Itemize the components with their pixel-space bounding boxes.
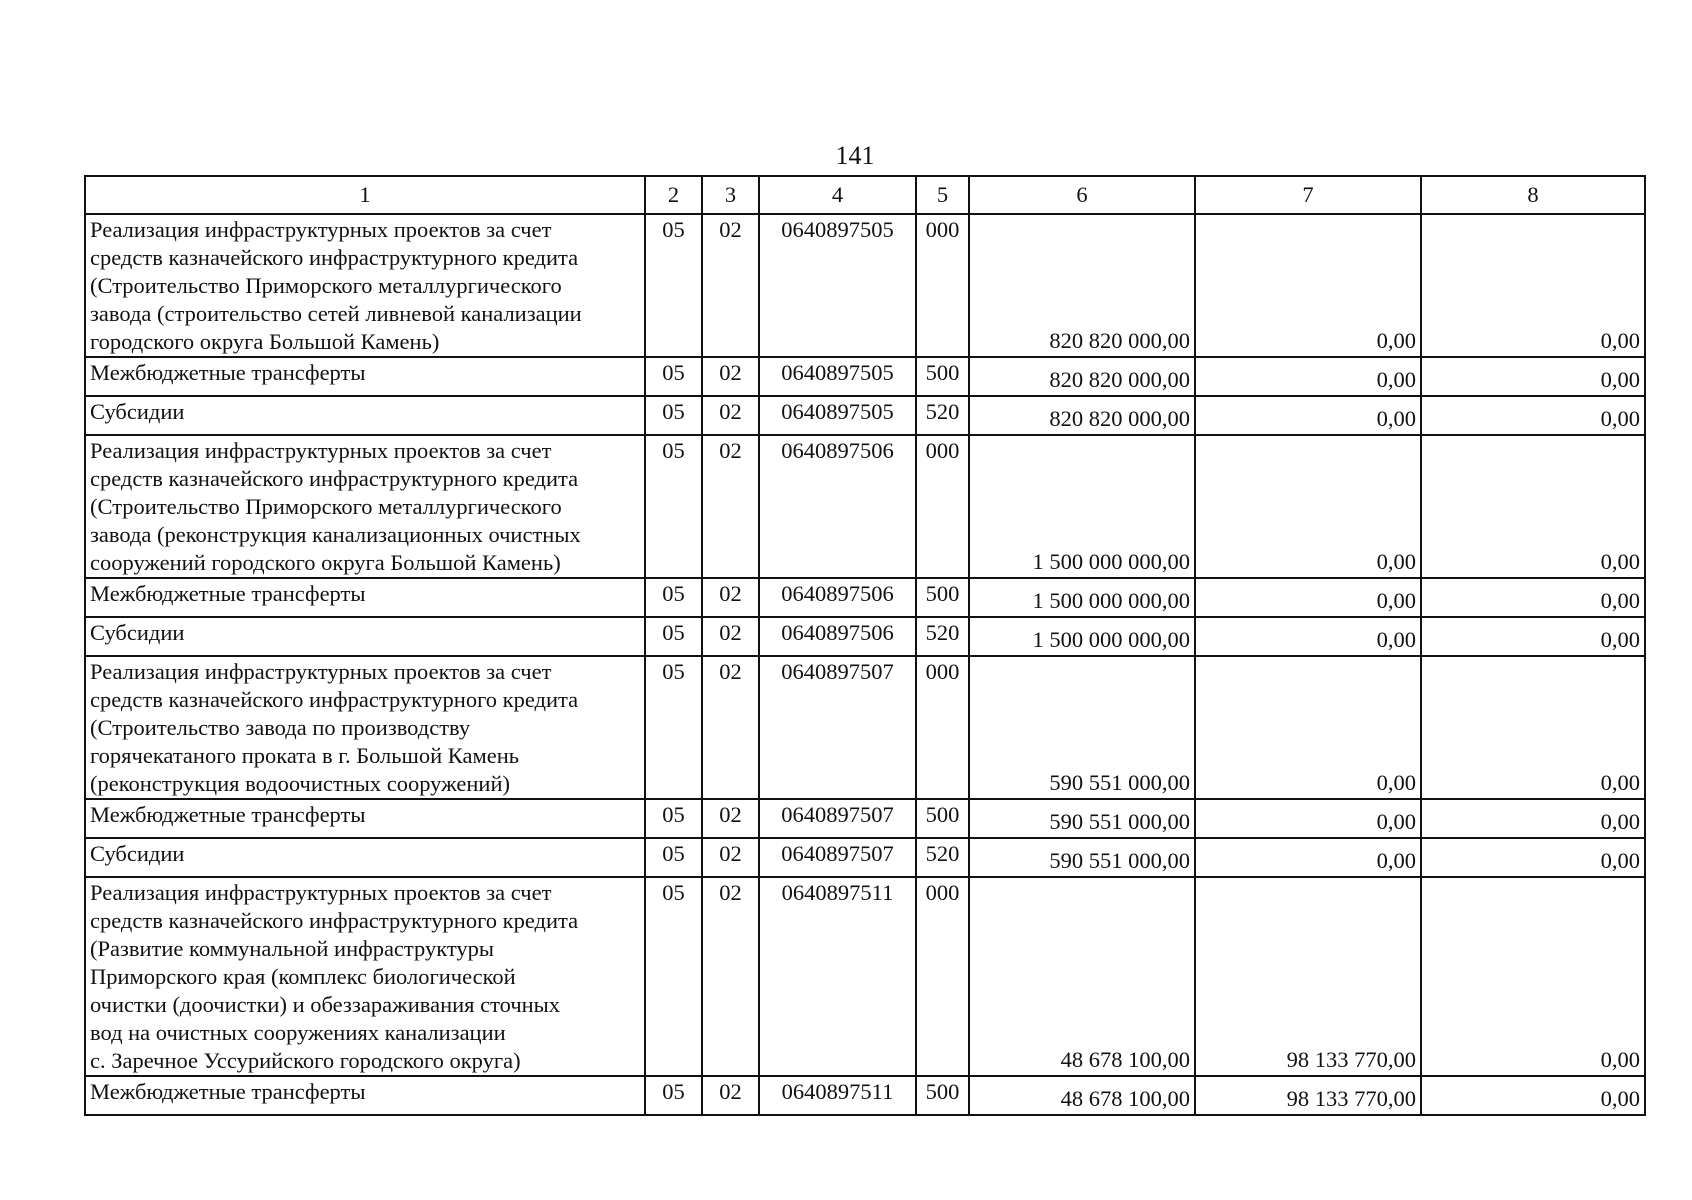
amount-year1-cell: 590 551 000,00 xyxy=(969,799,1195,838)
description-cell xyxy=(85,617,645,656)
amount-year1-cell: 48 678 100,00 xyxy=(969,1076,1195,1115)
amount-year1-cell: 820 820 000,00 xyxy=(969,357,1195,396)
budget-table xyxy=(84,175,1646,1116)
expense-type-cell: 500 xyxy=(916,1076,969,1115)
amount-year3-cell: 0,00 xyxy=(1421,1076,1645,1115)
description-line: (реконструкция водоочистных сооружений) xyxy=(90,771,510,796)
column-header: 3 xyxy=(702,176,759,214)
table-body xyxy=(85,214,1645,1115)
section-cell: 05 xyxy=(645,578,702,617)
amount-year2-cell: 0,00 xyxy=(1195,838,1421,877)
expense-type-cell: 000 xyxy=(916,435,969,578)
subsection-cell: 02 xyxy=(702,214,759,357)
amount-year3-cell: 0,00 xyxy=(1421,396,1645,435)
target-article-cell: 0640897511 xyxy=(759,1076,916,1115)
table-row xyxy=(85,656,1645,799)
amount-year3-cell: 0,00 xyxy=(1421,877,1645,1076)
description-line: Субсидии xyxy=(90,399,185,424)
subsection-cell: 02 xyxy=(702,396,759,435)
description-cell xyxy=(85,877,645,1076)
description-line: завода (строительство сетей ливневой канализации xyxy=(90,301,582,326)
section-cell: 05 xyxy=(645,838,702,877)
description-line: Межбюджетные трансферты xyxy=(90,581,366,606)
description-line: сооружений городского округа Большой Камень) xyxy=(90,550,561,575)
column-header: 5 xyxy=(916,176,969,214)
table-row xyxy=(85,214,1645,357)
subsection-cell: 02 xyxy=(702,357,759,396)
description-cell xyxy=(85,656,645,799)
amount-year1-cell: 590 551 000,00 xyxy=(969,838,1195,877)
amount-year3-cell: 0,00 xyxy=(1421,578,1645,617)
section-cell: 05 xyxy=(645,357,702,396)
description-line: средств казначейского инфраструктурного кредита xyxy=(90,687,579,712)
amount-year2-cell: 98 133 770,00 xyxy=(1195,1076,1421,1115)
expense-type-cell: 500 xyxy=(916,578,969,617)
subsection-cell: 02 xyxy=(702,799,759,838)
description-cell xyxy=(85,396,645,435)
description-line: Субсидии xyxy=(90,841,185,866)
description-cell xyxy=(85,357,645,396)
amount-year2-cell: 0,00 xyxy=(1195,214,1421,357)
amount-year3-cell: 0,00 xyxy=(1421,357,1645,396)
section-cell: 05 xyxy=(645,877,702,1076)
table-row xyxy=(85,877,1645,1076)
expense-type-cell: 520 xyxy=(916,396,969,435)
description-line: Межбюджетные трансферты xyxy=(90,360,366,385)
column-header: 8 xyxy=(1421,176,1645,214)
column-header: 6 xyxy=(969,176,1195,214)
amount-year2-cell: 0,00 xyxy=(1195,656,1421,799)
description-line: средств казначейского инфраструктурного кредита xyxy=(90,908,579,933)
subsection-cell: 02 xyxy=(702,877,759,1076)
target-article-cell: 0640897511 xyxy=(759,877,916,1076)
page-number: 141 xyxy=(835,141,875,170)
amount-year3-cell: 0,00 xyxy=(1421,799,1645,838)
description-line: очистки (доочистки) и обеззараживания сточных xyxy=(90,992,561,1017)
section-cell: 05 xyxy=(645,1076,702,1115)
description-line: завода (реконструкция канализационных очистных xyxy=(90,522,581,547)
description-line: Межбюджетные трансферты xyxy=(90,1079,366,1104)
target-article-cell: 0640897506 xyxy=(759,617,916,656)
subsection-cell: 02 xyxy=(702,617,759,656)
amount-year2-cell: 0,00 xyxy=(1195,578,1421,617)
amount-year1-cell: 48 678 100,00 xyxy=(969,877,1195,1076)
expense-type-cell: 000 xyxy=(916,214,969,357)
amount-year1-cell: 1 500 000 000,00 xyxy=(969,617,1195,656)
table-row xyxy=(85,799,1645,838)
table-row xyxy=(85,1076,1645,1115)
amount-year1-cell: 1 500 000 000,00 xyxy=(969,578,1195,617)
amount-year3-cell: 0,00 xyxy=(1421,617,1645,656)
table-row xyxy=(85,357,1645,396)
expense-type-cell: 520 xyxy=(916,838,969,877)
table-row xyxy=(85,435,1645,578)
amount-year2-cell: 0,00 xyxy=(1195,396,1421,435)
section-cell: 05 xyxy=(645,396,702,435)
target-article-cell: 0640897506 xyxy=(759,578,916,617)
table-row xyxy=(85,578,1645,617)
description-line: Реализация инфраструктурных проектов за счет xyxy=(90,659,552,684)
amount-year3-cell: 0,00 xyxy=(1421,838,1645,877)
description-line: Реализация инфраструктурных проектов за счет xyxy=(90,217,552,242)
description-line: (Строительство завода по производству xyxy=(90,715,471,740)
description-cell xyxy=(85,1076,645,1115)
section-cell: 05 xyxy=(645,214,702,357)
amount-year2-cell: 0,00 xyxy=(1195,799,1421,838)
column-header: 1 xyxy=(85,176,645,214)
amount-year1-cell: 820 820 000,00 xyxy=(969,396,1195,435)
description-line: с. Заречное Уссурийского городского округа) xyxy=(90,1048,521,1073)
description-line: Субсидии xyxy=(90,620,185,645)
expense-type-cell: 000 xyxy=(916,656,969,799)
description-cell xyxy=(85,799,645,838)
amount-year2-cell: 0,00 xyxy=(1195,357,1421,396)
description-line: Реализация инфраструктурных проектов за счет xyxy=(90,880,552,905)
subsection-cell: 02 xyxy=(702,435,759,578)
amount-year2-cell: 0,00 xyxy=(1195,617,1421,656)
description-line: средств казначейского инфраструктурного кредита xyxy=(90,466,579,491)
description-cell xyxy=(85,578,645,617)
target-article-cell: 0640897507 xyxy=(759,799,916,838)
subsection-cell: 02 xyxy=(702,838,759,877)
section-cell: 05 xyxy=(645,435,702,578)
target-article-cell: 0640897507 xyxy=(759,656,916,799)
amount-year3-cell: 0,00 xyxy=(1421,214,1645,357)
description-cell xyxy=(85,214,645,357)
amount-year3-cell: 0,00 xyxy=(1421,435,1645,578)
description-line: Приморского края (комплекс биологической xyxy=(90,964,516,989)
target-article-cell: 0640897506 xyxy=(759,435,916,578)
column-header: 2 xyxy=(645,176,702,214)
amount-year2-cell: 0,00 xyxy=(1195,435,1421,578)
description-line: городского округа Большой Камень) xyxy=(90,329,440,354)
subsection-cell: 02 xyxy=(702,1076,759,1115)
amount-year1-cell: 820 820 000,00 xyxy=(969,214,1195,357)
expense-type-cell: 520 xyxy=(916,617,969,656)
amount-year1-cell: 1 500 000 000,00 xyxy=(969,435,1195,578)
description-line: (Развитие коммунальной инфраструктуры xyxy=(90,936,495,961)
description-line: средств казначейского инфраструктурного кредита xyxy=(90,245,579,270)
column-header: 4 xyxy=(759,176,916,214)
target-article-cell: 0640897505 xyxy=(759,357,916,396)
description-cell xyxy=(85,435,645,578)
description-line: вод на очистных сооружениях канализации xyxy=(90,1020,506,1045)
column-header: 7 xyxy=(1195,176,1421,214)
description-line: Межбюджетные трансферты xyxy=(90,802,366,827)
amount-year3-cell: 0,00 xyxy=(1421,656,1645,799)
expense-type-cell: 500 xyxy=(916,799,969,838)
header-row xyxy=(85,176,1645,214)
table-row xyxy=(85,838,1645,877)
target-article-cell: 0640897505 xyxy=(759,396,916,435)
target-article-cell: 0640897505 xyxy=(759,214,916,357)
target-article-cell: 0640897507 xyxy=(759,838,916,877)
section-cell: 05 xyxy=(645,799,702,838)
description-line: горячекатаного проката в г. Большой Камень xyxy=(90,743,520,768)
table-row xyxy=(85,617,1645,656)
expense-type-cell: 000 xyxy=(916,877,969,1076)
section-cell: 05 xyxy=(645,656,702,799)
description-line: (Строительство Приморского металлургического xyxy=(90,273,562,298)
expense-type-cell: 500 xyxy=(916,357,969,396)
section-cell: 05 xyxy=(645,617,702,656)
table-row xyxy=(85,396,1645,435)
description-line: (Строительство Приморского металлургического xyxy=(90,494,562,519)
description-cell xyxy=(85,838,645,877)
description-line: Реализация инфраструктурных проектов за счет xyxy=(90,438,552,463)
amount-year1-cell: 590 551 000,00 xyxy=(969,656,1195,799)
amount-year2-cell: 98 133 770,00 xyxy=(1195,877,1421,1076)
subsection-cell: 02 xyxy=(702,578,759,617)
subsection-cell: 02 xyxy=(702,656,759,799)
